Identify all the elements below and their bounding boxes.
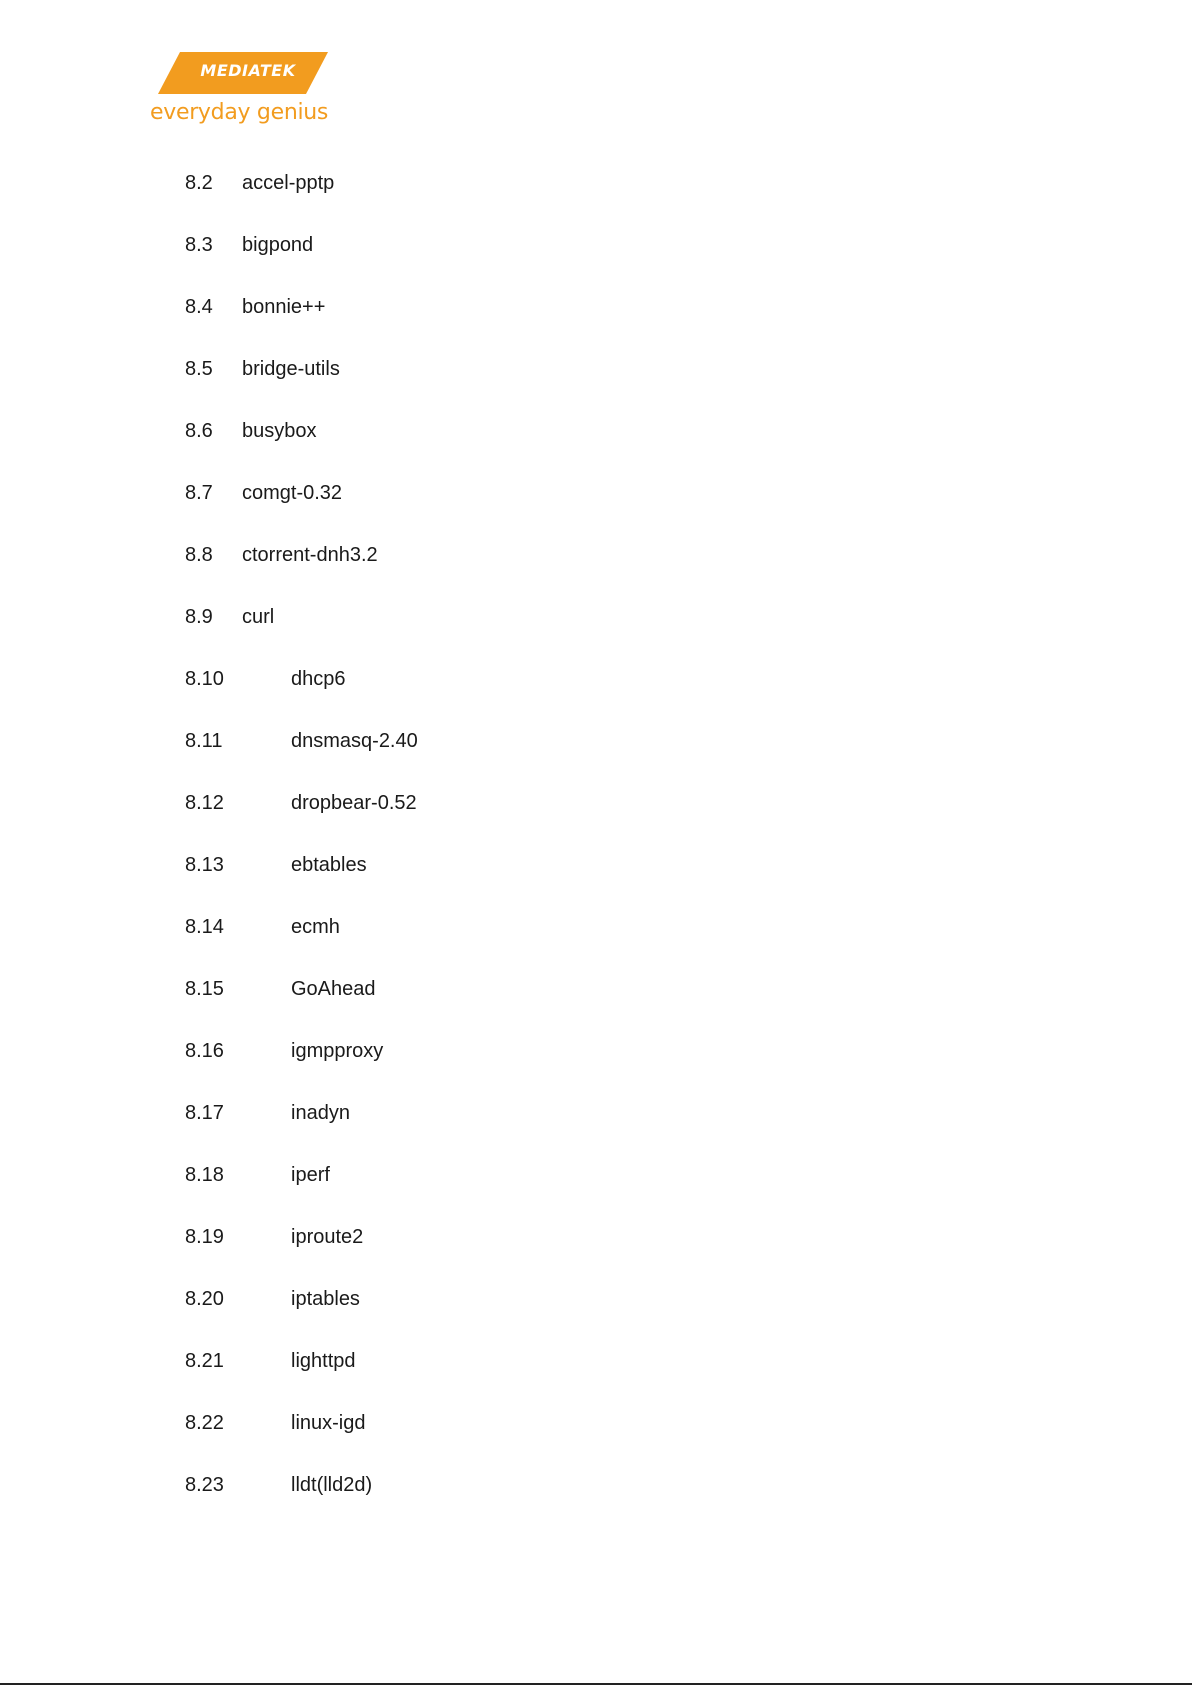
toc-entry[interactable] (185, 171, 985, 233)
toc-entry[interactable] (185, 1287, 985, 1349)
toc-entry-title: GoAhead (291, 978, 376, 1000)
toc-entry-title: lighttpd (291, 1350, 356, 1372)
toc-entry-number: 8.3 (185, 234, 213, 256)
toc-entry-title: ctorrent-dnh3.2 (242, 544, 378, 566)
toc-entry-title: accel-pptp (242, 172, 335, 194)
toc-entry-title: inadyn (291, 1102, 350, 1124)
toc-entry-number: 8.17 (185, 1102, 224, 1124)
toc-entry[interactable] (185, 977, 985, 1039)
toc-entry-number: 8.12 (185, 792, 224, 814)
toc-entry[interactable] (185, 543, 985, 605)
toc-entry[interactable] (185, 667, 985, 729)
toc-entry-number: 8.22 (185, 1412, 224, 1434)
toc-entry-title: iproute2 (291, 1226, 364, 1248)
toc-entry-number: 8.13 (185, 854, 224, 876)
toc-entry[interactable] (185, 233, 985, 295)
table-of-contents (185, 171, 985, 1535)
toc-entry-number: 8.15 (185, 978, 224, 1000)
toc-entry-number: 8.14 (185, 916, 224, 938)
toc-entry[interactable] (185, 729, 985, 791)
toc-entry-number: 8.19 (185, 1226, 224, 1248)
toc-entry-number: 8.8 (185, 544, 213, 566)
toc-entry[interactable] (185, 1163, 985, 1225)
toc-entry[interactable] (185, 295, 985, 357)
toc-entry-number: 8.4 (185, 296, 213, 318)
toc-entry[interactable] (185, 915, 985, 977)
toc-entry[interactable] (185, 1473, 985, 1535)
toc-entry[interactable] (185, 1349, 985, 1411)
logo-wordmark: MEDIATEK (200, 61, 296, 80)
toc-entry-title: dnsmasq-2.40 (291, 730, 418, 752)
toc-entry-number: 8.21 (185, 1350, 224, 1372)
toc-entry-title: ebtables (291, 854, 367, 876)
toc-entry-number: 8.9 (185, 606, 213, 628)
toc-entry[interactable] (185, 1101, 985, 1163)
toc-entry[interactable] (185, 853, 985, 915)
toc-entry-number: 8.16 (185, 1040, 224, 1062)
toc-entry-title: iperf (291, 1164, 330, 1186)
toc-entry[interactable] (185, 605, 985, 667)
toc-entry-title: dropbear-0.52 (291, 792, 417, 814)
toc-entry-number: 8.23 (185, 1474, 224, 1496)
toc-entry-title: bridge-utils (242, 358, 340, 380)
toc-entry[interactable] (185, 1411, 985, 1473)
toc-entry-title: linux-igd (291, 1412, 366, 1434)
toc-entry-number: 8.11 (185, 730, 223, 752)
toc-entry-title: busybox (242, 420, 317, 442)
toc-entry[interactable] (185, 791, 985, 853)
toc-entry[interactable] (185, 481, 985, 543)
toc-entry-title: curl (242, 606, 275, 628)
toc-entry-title: bigpond (242, 234, 314, 256)
toc-entry-title: dhcp6 (291, 668, 346, 690)
toc-entry-title: iptables (291, 1288, 360, 1310)
toc-entry-title: bonnie++ (242, 296, 326, 318)
toc-entry-title: igmpproxy (291, 1040, 384, 1062)
toc-entry-number: 8.7 (185, 482, 213, 504)
toc-entry-title: lldt(lld2d) (291, 1474, 373, 1496)
toc-entry-number: 8.2 (185, 172, 213, 194)
toc-entry-number: 8.6 (185, 420, 213, 442)
toc-entry-number: 8.20 (185, 1288, 224, 1310)
mediatek-logo (150, 52, 340, 134)
toc-entry[interactable] (185, 1039, 985, 1101)
toc-entry-number: 8.10 (185, 668, 224, 690)
toc-entry-number: 8.18 (185, 1164, 224, 1186)
toc-entry-number: 8.5 (185, 358, 213, 380)
logo-tagline: everyday genius (150, 100, 329, 125)
toc-entry[interactable] (185, 419, 985, 481)
toc-entry[interactable] (185, 1225, 985, 1287)
toc-entry[interactable] (185, 357, 985, 419)
toc-entry-title: ecmh (291, 916, 340, 938)
toc-entry-title: comgt-0.32 (242, 482, 343, 504)
